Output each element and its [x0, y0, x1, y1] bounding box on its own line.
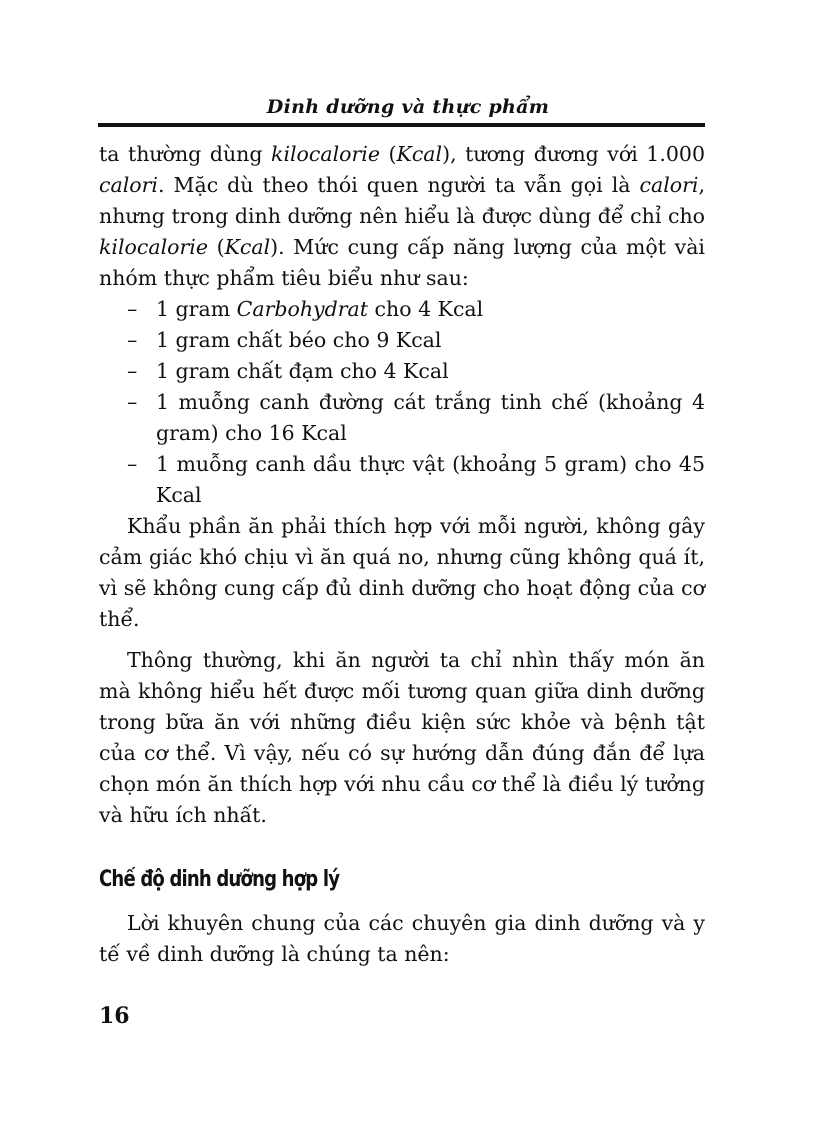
page-body [99, 139, 705, 970]
list-item-text: 1 gram chất đạm cho 4 Kcal [156, 359, 449, 383]
intro-term-2: Kcal [396, 142, 443, 166]
list-item [99, 325, 705, 356]
list-item-text: 1 muỗng canh dầu thực vật (khoảng 5 gram) cho 45 Kcal [156, 452, 705, 507]
intro-paragraph [99, 139, 705, 294]
intro-term-4: calori [639, 173, 699, 197]
list-item-text: cho 4 Kcal [368, 297, 484, 321]
intro-text-7: ). Mức cung cấp năng lượng của một vài nhóm thực phẩm tiêu biểu như sau: [99, 235, 705, 290]
intro-term-1: kilocalorie [271, 142, 380, 166]
intro-text-4: . Mặc dù theo thói quen người ta vẫn gọi là [157, 173, 640, 197]
list-item [99, 387, 705, 449]
intro-term-3: calori [99, 173, 158, 197]
dash-marker: – [127, 297, 138, 321]
body-paragraph: Khẩu phần ăn phải thích hợp với mỗi người, không gây cảm giác khó chịu vì ăn quá no, nhưng cũng không quá ít, vì sẽ không cung cấp đủ dinh dưỡng cho hoạt động của cơ thể. [99, 514, 705, 631]
page-number: 16 [99, 1003, 130, 1029]
running-header: Dinh dưỡng và thực phẩm [266, 96, 550, 118]
list-item [99, 294, 705, 325]
energy-list [99, 294, 705, 511]
intro-text-6: ( [207, 235, 225, 259]
intro-term-6: Kcal [224, 235, 271, 259]
dash-marker: – [127, 390, 138, 414]
intro-text-1: ta thường dùng [99, 142, 272, 166]
list-item-text: 1 gram [156, 297, 237, 321]
list-item [99, 449, 705, 511]
header-rule [98, 123, 705, 127]
list-item-text: 1 gram chất béo cho 9 Kcal [156, 328, 442, 352]
intro-text-5: , nhưng trong dinh dưỡng nên hiểu là được dùng để chỉ cho [99, 173, 705, 228]
list-item-term: Carbohydrat [236, 297, 369, 321]
intro-text-3: ), tương đương với 1.000 [442, 142, 705, 166]
dash-marker: – [127, 452, 138, 476]
section-heading: Chế độ dinh dưỡng hợp lý [99, 867, 340, 892]
section-paragraph: Lời khuyên chung của các chuyên gia dinh dưỡng và y tế về dinh dưỡng là chúng ta nên: [99, 911, 705, 966]
list-item [99, 356, 705, 387]
body-paragraph: Thông thường, khi ăn người ta chỉ nhìn thấy món ăn mà không hiểu hết được mối tương quan giữa dinh dưỡng trong bữa ăn với những điều kiện sức khỏe và bệnh tật của cơ thể. Vì vậy, nếu có sự hướng dẫn đúng đắn để lựa chọn món ăn thích hợp với nhu cầu cơ thể là điều lý tưởng và hữu ích nhất. [99, 648, 705, 827]
list-item-text: 1 muỗng canh đường cát trắng tinh chế (khoảng 4 gram) cho 16 Kcal [156, 390, 705, 445]
intro-term-5: kilocalorie [99, 235, 208, 259]
intro-text-2: ( [379, 142, 397, 166]
dash-marker: – [127, 359, 138, 383]
dash-marker: – [127, 328, 138, 352]
